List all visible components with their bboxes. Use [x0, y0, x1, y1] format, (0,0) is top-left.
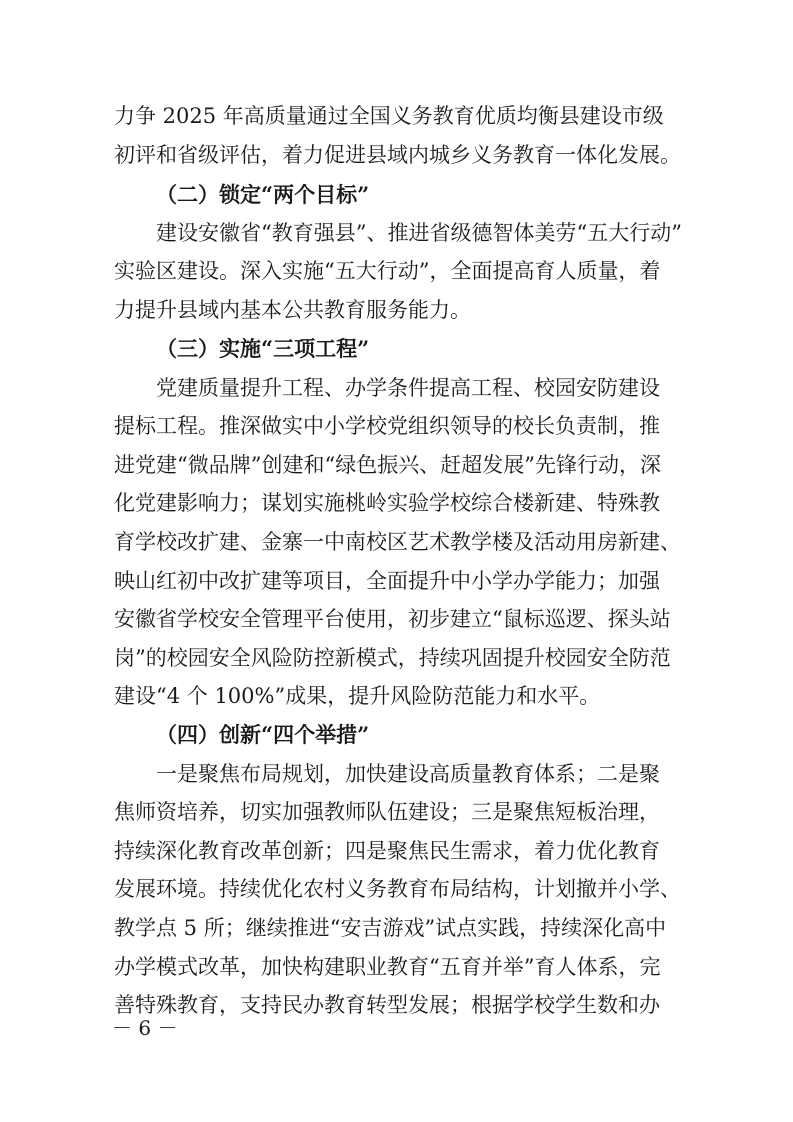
page-number: － 6 －	[112, 1016, 178, 1040]
text-line: 进党建“微品牌”创建和“绿色振兴、赶超发展”先锋行动，深	[114, 453, 661, 477]
text-line: 提标工程。推深做实中小学校党组织领导的校长负责制，推	[114, 414, 660, 438]
text-line: 力提升县域内基本公共教育服务能力。	[114, 298, 471, 322]
section-heading: （三）实施“三项工程”	[156, 336, 370, 361]
text-line: 力争 2025 年高质量通过全国义务教育优质均衡县建设市级	[114, 104, 664, 128]
text-line: 发展环境。持续优化农村义务教育布局结构，计划撤并小学、	[114, 877, 681, 901]
section-heading: （二）锁定“两个目标”	[156, 182, 370, 207]
text-line: 建设安徽省“教育强县”、推进省级德智体美劳“五大行动”	[156, 221, 682, 245]
text-line: 映山红初中改扩建等项目，全面提升中小学办学能力；加强	[114, 569, 660, 593]
text-line: 党建质量提升工程、办学条件提高工程、校园安防建设	[156, 376, 660, 400]
text-line: 育学校改扩建、金寨一中南校区艺术教学楼及活动用房新建、	[114, 530, 681, 554]
text-line: 办学模式改革，加快构建职业教育“五育并举”育人体系，完	[114, 955, 661, 979]
text-line: 善特殊教育，支持民办教育转型发展；根据学校学生数和办	[114, 993, 660, 1017]
text-line: 安徽省学校安全管理平台使用，初步建立“鼠标巡逻、探头站	[114, 607, 671, 631]
text-line: 实验区建设。深入实施“五大行动”，全面提高育人质量，着	[114, 259, 661, 283]
text-line: 一是聚焦布局规划，加快建设高质量教育体系；二是聚	[156, 762, 660, 786]
section-heading: （四）创新“四个举措”	[156, 722, 370, 747]
text-line: 化党建影响力；谋划实施桃岭实验学校综合楼新建、特殊教	[114, 491, 660, 515]
text-line: 岗”的校园安全风险防控新模式，持续巩固提升校园安全防范	[114, 646, 671, 670]
text-line: 焦师资培养，切实加强教师队伍建设；三是聚焦短板治理，	[114, 800, 660, 824]
text-line: 初评和省级评估，着力促进县域内城乡义务教育一体化发展。	[114, 143, 681, 167]
text-line: 持续深化教育改革创新；四是聚焦民生需求，着力优化教育	[114, 839, 660, 863]
text-line: 建设“4 个 100%”成果，提升风险防范能力和水平。	[114, 684, 601, 708]
text-line: 教学点 5 所；继续推进“安吉游戏”试点实践，持续深化高中	[114, 916, 667, 940]
